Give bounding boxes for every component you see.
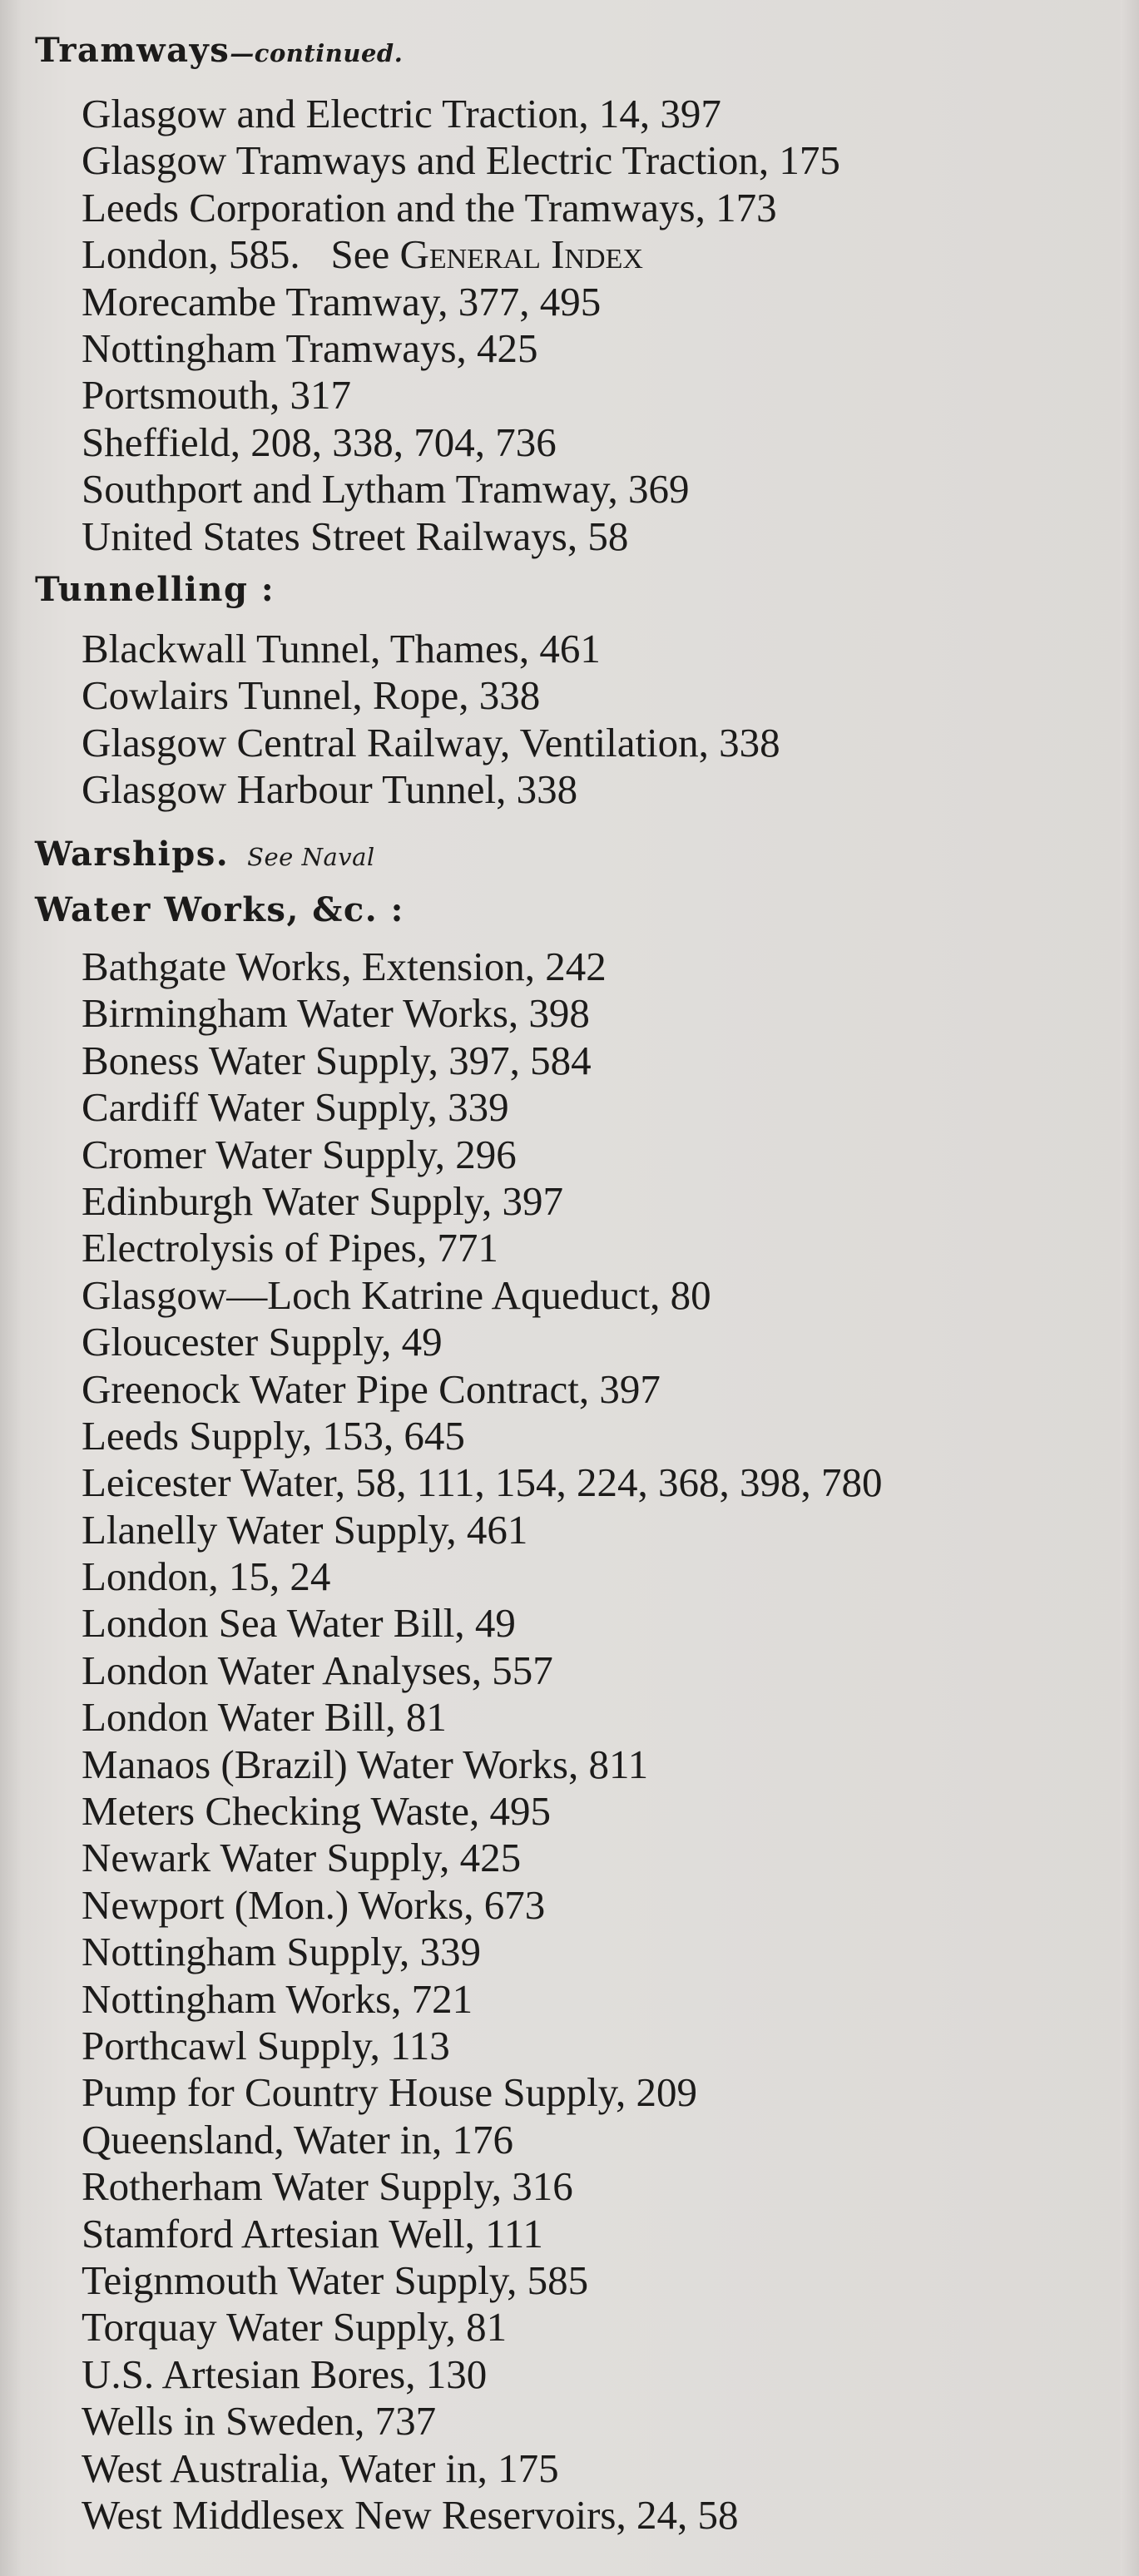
index-entry: London Water Analyses, 557 (82, 1647, 553, 1693)
index-entry: London, 15, 24 (82, 1553, 331, 1600)
index-entry: Nottingham Tramways, 425 (82, 324, 538, 371)
entries-tunnelling (82, 626, 780, 814)
index-entry: Edinburgh Water Supply, 397 (82, 1177, 564, 1224)
index-entry: Sheffield, 208, 338, 704, 736 (82, 419, 557, 465)
heading-tramways-title: Tramways (35, 31, 230, 70)
section-heading-warships (35, 834, 375, 878)
index-entry: Blackwall Tunnel, Thames, 461 (82, 626, 601, 671)
heading-warships-title: Warships. (35, 835, 230, 874)
index-entry: Rotherham Water Supply, 316 (82, 2163, 573, 2210)
index-entry: Bathgate Works, Extension, 242 (82, 944, 607, 989)
index-entry: Teignmouth Water Supply, 585 (82, 2256, 589, 2303)
index-entry-london-ref: General Index (399, 231, 643, 278)
index-entry: Glasgow—Loch Katrine Aqueduct, 80 (82, 1271, 711, 1318)
index-entry: Cowlairs Tunnel, Rope, 338 (82, 672, 541, 719)
index-entry: London Sea Water Bill, 49 (82, 1600, 516, 1647)
section-heading-tramways (35, 30, 403, 74)
index-entry: Cardiff Water Supply, 339 (82, 1084, 509, 1131)
heading-warships-see-naval: See Naval (247, 843, 375, 871)
index-entry: Glasgow Central Railway, Ventilation, 338 (82, 719, 780, 765)
index-entry-london (82, 231, 840, 278)
index-entry: Boness Water Supply, 397, 584 (82, 1037, 592, 1083)
index-entry: Glasgow and Electric Traction, 14, 397 (82, 91, 721, 136)
index-entry: Leeds Supply, 153, 645 (82, 1412, 465, 1459)
entries-water-works (82, 944, 883, 2539)
index-entry: Meters Checking Waste, 495 (82, 1788, 551, 1835)
index-entry: Leeds Corporation and the Tramways, 173 (82, 184, 777, 230)
index-entry: Newark Water Supply, 425 (82, 1835, 522, 1881)
index-entry: Southport and Lytham Tramway, 369 (82, 466, 690, 513)
entries-tramways (82, 91, 840, 560)
page-left-shadow (0, 0, 22, 2576)
index-entry-london-see: See (330, 231, 390, 278)
heading-water-works-title: Water Works, &c. : (35, 890, 404, 929)
index-entry: Glasgow Tramways and Electric Traction, 175 (82, 137, 840, 184)
index-entry: Porthcawl Supply, 113 (82, 2022, 450, 2068)
index-entry: Nottingham Works, 721 (82, 1975, 473, 2022)
index-entry: Cromer Water Supply, 296 (82, 1131, 517, 1177)
index-entry: Manaos (Brazil) Water Works, 811 (82, 1741, 649, 1787)
index-entry: Wells in Sweden, 737 (82, 2398, 437, 2445)
index-entry-london-text: London, 585. (82, 231, 300, 278)
index-entry: Stamford Artesian Well, 111 (82, 2210, 543, 2256)
index-entry: United States Street Railways, 58 (82, 513, 629, 559)
index-entry: Leicester Water, 58, 111, 154, 224, 368, 398, 780 (82, 1459, 883, 1506)
index-entry: West Middlesex New Reservoirs, 24, 58 (82, 2491, 739, 2538)
heading-tramways-continued: —continued. (230, 39, 404, 67)
heading-tunnelling-title: Tunnelling : (35, 570, 275, 609)
index-entry: West Australia, Water in, 175 (82, 2445, 559, 2491)
index-entry: Portsmouth, 317 (82, 372, 351, 419)
index-entry: Gloucester Supply, 49 (82, 1319, 443, 1365)
page-right-shadow (1121, 0, 1139, 2576)
section-heading-water-works (35, 889, 404, 931)
index-entry: U.S. Artesian Bores, 130 (82, 2351, 488, 2397)
index-entry: Morecambe Tramway, 377, 495 (82, 278, 602, 324)
index-entry: Greenock Water Pipe Contract, 397 (82, 1365, 661, 1412)
index-entry: Birmingham Water Works, 398 (82, 990, 590, 1037)
index-entry: Pump for Country House Supply, 209 (82, 2069, 698, 2116)
index-entry: Nottingham Supply, 339 (82, 1929, 482, 1975)
index-entry: Llanelly Water Supply, 461 (82, 1506, 528, 1553)
index-entry: Torquay Water Supply, 81 (82, 2304, 508, 2351)
index-entry: Electrolysis of Pipes, 771 (82, 1225, 498, 1271)
index-entry: Glasgow Harbour Tunnel, 338 (82, 766, 578, 813)
index-entry: Newport (Mon.) Works, 673 (82, 1881, 546, 1928)
index-entry: London Water Bill, 81 (82, 1694, 447, 1741)
section-heading-tunnelling (35, 569, 275, 611)
index-entry: Queensland, Water in, 176 (82, 2116, 514, 2162)
